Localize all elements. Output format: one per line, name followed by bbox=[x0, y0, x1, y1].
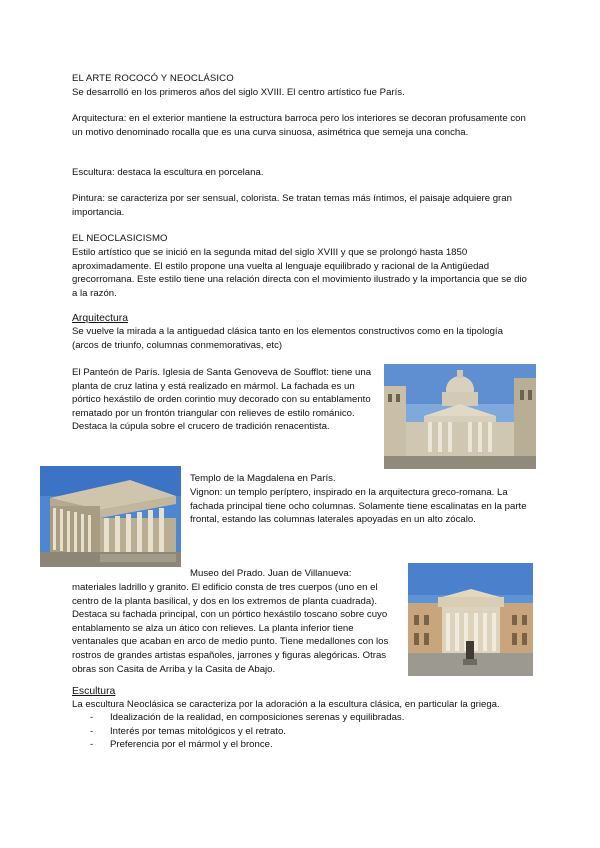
section-title-neoclasicismo: EL NEOCLASICISMO bbox=[72, 233, 168, 244]
list-item: - Preferencia por el mármol y el bronce. bbox=[90, 739, 273, 751]
list-item: - Idealización de la realidad, en composiciones serenas y equilibradas. bbox=[90, 712, 405, 723]
escultura-intro: La escultura Neoclásica se caracteriza por la adoración a la escultura clásica, en particular la griega. bbox=[72, 699, 500, 710]
list-item: - Interés por temas mitológicos y el retrato. bbox=[90, 725, 286, 737]
panteon-photo bbox=[384, 364, 536, 469]
heading-arquitectura: Arquitectura bbox=[72, 313, 129, 324]
panteon-text: El Panteón de París. Iglesia de Santa Genoveva de Soufflot: tiene una planta de cruz latina y está realizado en mármol. La fachada es un pórtico hexástilo de orden corintio muy decorado con su entablamento rematado por un frontón triangular con relieves de estilo románico. Destaca la cúpula sobre el crucero de tradición renacentista. bbox=[72, 367, 372, 433]
prado-text: materiales ladrillo y granito. El edificio consta de tres cuerpos (uno en el centro de la planta basilical, y dos en los extremos de planta cuadrada). Destaca su fachada principal, con un pórtico hexástilo toscano sobre cuyo entablamento se alza un ático con relieves. La planta inferior tiene ventanales que acaban en arco de medio punto. Tiene medallones con los rostros de grandes artistas españoles, jarrones y figuras alegóricas. Otras obras son Casita de Arriba y la Casita de Abajo. bbox=[72, 582, 389, 675]
bullet-dash: - bbox=[90, 725, 94, 737]
rococo-intro: Se desarrolló en los primeros años del siglo XVIII. El centro artístico fue París. bbox=[72, 87, 405, 98]
magdalena-text: Vignon: un templo períptero, inspirado en la arquitectura greco-romana. La fachada principal tiene ocho columnas. Solamente tiene escalinatas en la parte frontal, estando las columnas laterales apoyadas en un alto zócalo. bbox=[190, 487, 527, 526]
heading-escultura: Escultura bbox=[72, 686, 116, 697]
neoclasicismo-intro: Estilo artístico que se inició en la segunda mitad del siglo XVIII y que se prolongó hasta 1850 aproximadamente. El estilo propone una vuelta al lenguaje equilibrado y racional de la Antigüedad grecorromana. Este estilo tiene una relación directa con el movimiento ilustrado y la importancia que se dio a la razón. bbox=[72, 247, 527, 299]
arquitectura-intro: Se vuelve la mirada a la antiguedad clásica tanto en los elementos constructivos como en la tipología (arcos de triunfo, columnas conmemorativas, etc) bbox=[72, 326, 503, 351]
magdalena-photo bbox=[40, 466, 181, 567]
bullet-dash: - bbox=[90, 739, 94, 751]
section-title-rococo: EL ARTE ROCOCÓ Y NEOCLÁSICO bbox=[72, 73, 234, 84]
rococo-escultura: Escultura: destaca la escultura en porcelana. bbox=[72, 167, 264, 178]
rococo-pintura: Pintura: se caracteriza por ser sensual, colorista. Se tratan temas más íntimos, el paisaje adquiere gran importancia. bbox=[72, 193, 512, 218]
rococo-arquitectura: Arquitectura: en el exterior mantiene la estructura barroca pero los interiores se decoran profusamente con un motivo denominado rocalla que es una curva sinuosa, asimétrica que semeja una concha. bbox=[72, 113, 526, 138]
prado-title: Museo del Prado. Juan de Villanueva: bbox=[190, 568, 352, 579]
prado-photo bbox=[408, 563, 533, 676]
escultura-list bbox=[90, 711, 530, 752]
magdalena-title: Templo de la Magdalena en París. bbox=[190, 473, 336, 484]
bullet-dash: - bbox=[90, 712, 94, 723]
